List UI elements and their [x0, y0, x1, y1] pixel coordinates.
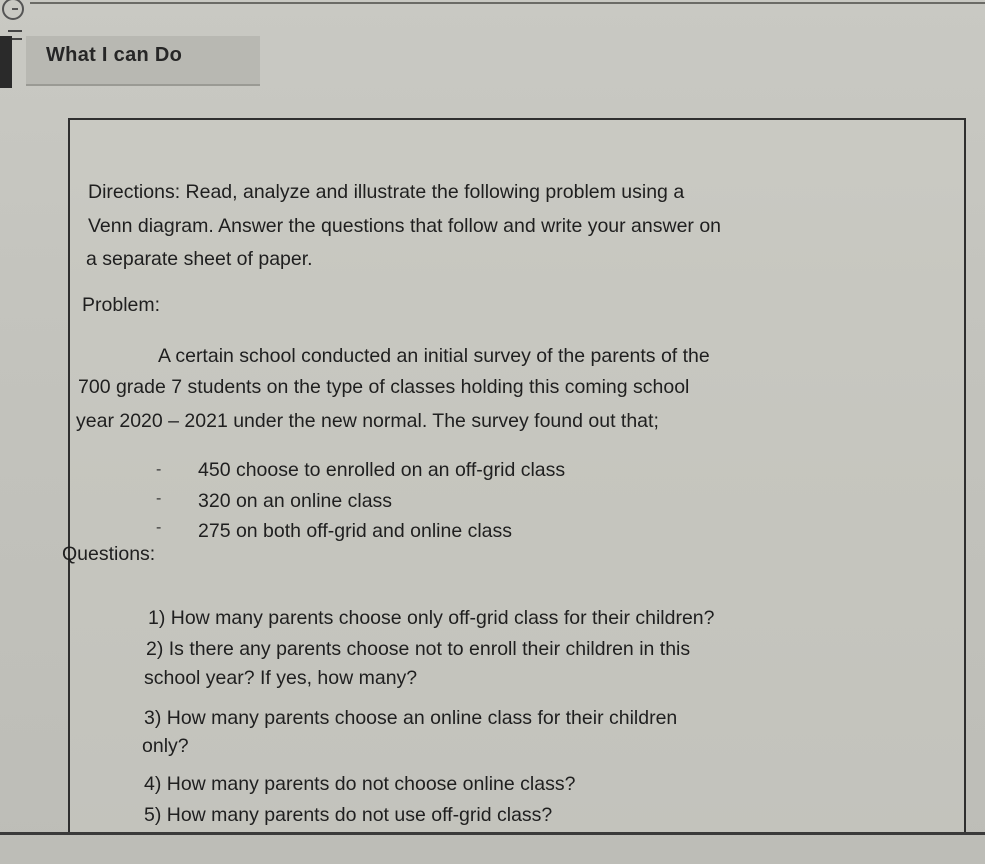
- directions-line-1: Directions: Read, analyze and illustrate the following problem using a: [88, 181, 685, 203]
- questions-label: Questions:: [62, 543, 156, 565]
- section-header: [26, 36, 260, 86]
- bullet-dash: -: [156, 490, 162, 507]
- question-2-line-1: 2) Is there any parents choose not to enroll their children in this: [146, 638, 691, 660]
- question-5: 5) How many parents do not use off-grid class?: [144, 804, 553, 826]
- problem-label: Problem:: [82, 294, 161, 316]
- question-2-line-2: school year? If yes, how many?: [144, 667, 418, 689]
- clock-icon: [2, 0, 24, 20]
- directions-line-3: a separate sheet of paper.: [86, 248, 313, 270]
- question-3-line-1: 3) How many parents choose an online class for their children: [144, 707, 678, 729]
- bullet-item: 320 on an online class: [198, 490, 393, 512]
- bottom-rule: [0, 832, 985, 835]
- top-rule: [30, 2, 985, 4]
- bullet-item: 450 choose to enrolled on an off-grid class: [198, 459, 566, 481]
- problem-line-2: 700 grade 7 students on the type of classes holding this coming school: [78, 376, 690, 398]
- bullet-dash: -: [156, 461, 162, 478]
- problem-line-3: year 2020 – 2021 under the new normal. The survey found out that;: [76, 410, 659, 432]
- bullet-dash: -: [156, 519, 162, 536]
- question-3-line-2: only?: [142, 735, 189, 757]
- question-1: 1) How many parents choose only off-grid class for their children?: [148, 607, 715, 629]
- bullet-item: 275 on both off-grid and online class: [198, 520, 513, 542]
- section-title: What I can Do: [46, 44, 183, 66]
- question-4: 4) How many parents do not choose online class?: [144, 773, 576, 795]
- problem-line-1: A certain school conducted an initial survey of the parents of the: [158, 345, 710, 367]
- directions-line-2: Venn diagram. Answer the questions that follow and write your answer on: [88, 215, 722, 237]
- header-marker: [0, 36, 12, 88]
